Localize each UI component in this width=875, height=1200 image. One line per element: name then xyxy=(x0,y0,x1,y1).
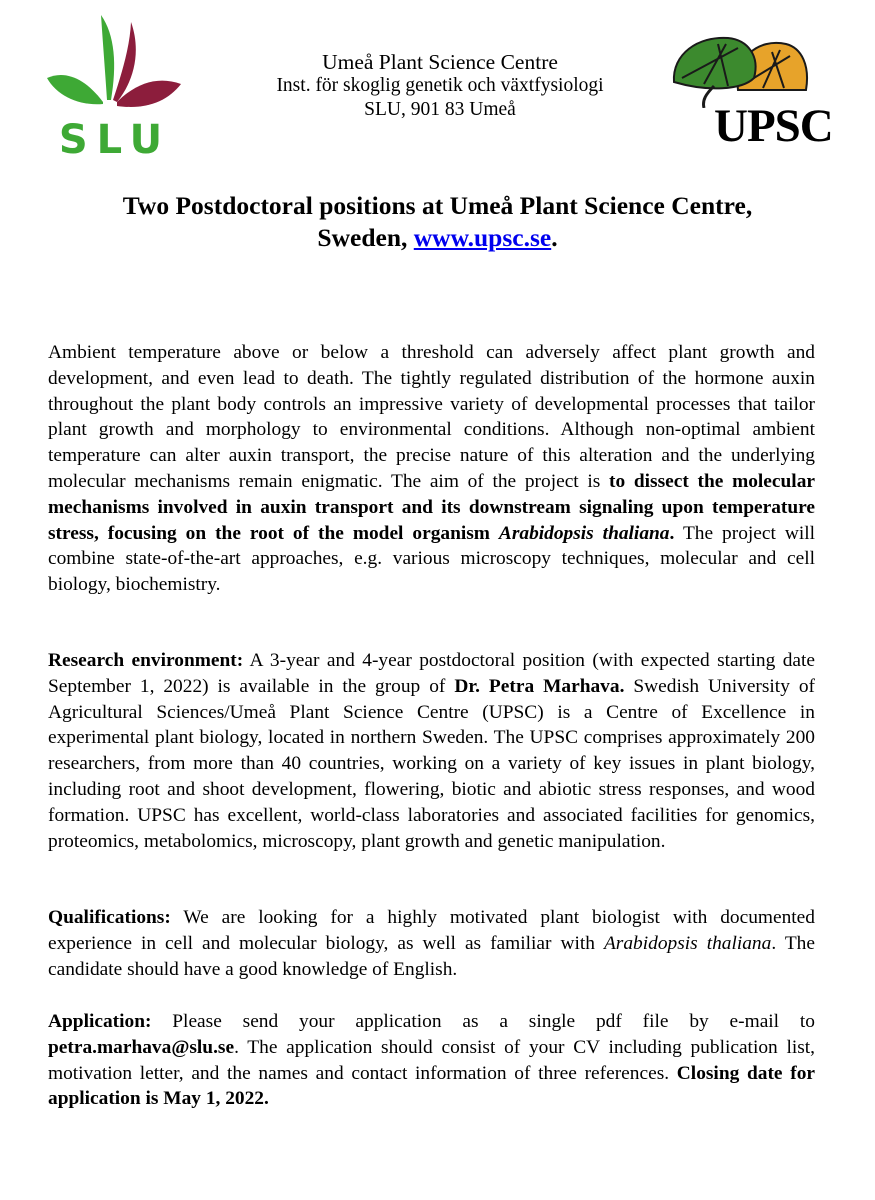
address-line-centre: Umeå Plant Science Centre xyxy=(322,50,558,74)
application-email[interactable]: petra.marhava@slu.se xyxy=(48,1036,235,1058)
application-heading: Application: xyxy=(48,1011,152,1032)
upsc-logo-text: UPSC xyxy=(714,100,833,152)
address-block xyxy=(215,50,665,122)
slu-logo-text: SLU xyxy=(58,117,172,163)
qualifications-heading: Qualifications: xyxy=(48,907,171,928)
qualifications-paragraph xyxy=(48,905,815,982)
upsc-website-link[interactable]: www.upsc.se xyxy=(413,223,552,252)
title-line-2-suffix: . xyxy=(551,223,558,252)
application-paragraph xyxy=(48,1009,815,1112)
research-environment-paragraph xyxy=(48,648,815,854)
address-line-postal: SLU, 901 83 Umeå xyxy=(364,99,516,120)
upsc-leaves-icon xyxy=(668,28,858,108)
qualifications-organism: Arabidopsis thaliana xyxy=(603,932,772,954)
research-pi-name: Dr. Petra Marhava. xyxy=(454,675,625,697)
application-closing-date: Closing date for application is May 1, 2022. xyxy=(48,1062,815,1110)
intro-aim-bold: to dissect the molecular mechanisms involved in auxin transport and its downstream signaling upon temperature stress, focusing on the root of the model organism xyxy=(48,470,815,544)
intro-paragraph xyxy=(48,340,815,598)
title-line-1: Two Postdoctoral positions at Umeå Plant Science Centre, xyxy=(122,191,753,220)
intro-text-2: The project will combine state-of-the-art approaches, e.g. various microscopy techniques, molecular and cell biology, biochemistry. xyxy=(48,522,815,596)
intro-organism: Arabidopsis thaliana xyxy=(498,522,670,544)
research-heading: Research environment: xyxy=(48,650,244,671)
slu-leaf-icon xyxy=(45,10,185,120)
research-text-2: Swedish University of Agricultural Sciences/Umeå Plant Science Centre (UPSC) is a Centre of Excellence in experimental plant biology, located in northern Sweden. The UPSC comprises approximately 200 researchers, from more than 40 countries, working on a variety of key issues in plant biology, including root and shoot development, flowering, biotic and abiotic stress responses, and wood formation. UPSC has excellent, world-class laboratories and associated facilities for genomics, proteomics, metabolomics, microscopy, plant growth and genetic manipulation. xyxy=(48,675,815,852)
address-line-institute: Inst. för skoglig genetik och växtfysiologi xyxy=(276,75,604,96)
application-text-2: . The application should consist of your CV including publication list, motivation letter, and the names and contact information of three references. xyxy=(48,1036,815,1084)
intro-text-1: Ambient temperature above or below a threshold can adversely affect plant growth and development, and even lead to death. The tightly regulated distribution of the hormone auxin throughout the plant body controls an impressive variety of developmental processes that tailor plant growth and morphology to environmental conditions. Although non-optimal ambient temperature can alter auxin transport, the precise nature of this alteration and the underlying molecular mechanisms remain enigmatic. The aim of the project is xyxy=(48,342,815,492)
title-line-2-prefix: Sweden, xyxy=(317,223,414,252)
page-title xyxy=(30,190,845,254)
qualifications-text-1: We are looking for a highly motivated plant biologist with documented experience in cell and molecular biology, as well as familiar with xyxy=(48,907,815,954)
research-text-1: A 3-year and 4-year postdoctoral position (with expected starting date September 1, 2022) is available in the group of xyxy=(48,650,815,697)
intro-aim-period: . xyxy=(669,522,675,544)
slu-logo xyxy=(45,10,185,163)
upsc-logo xyxy=(668,28,858,163)
application-text-1: Please send your application as a single pdf file by e-mail to xyxy=(151,1011,815,1032)
qualifications-text-2: . The candidate should have a good knowledge of English. xyxy=(48,932,815,980)
